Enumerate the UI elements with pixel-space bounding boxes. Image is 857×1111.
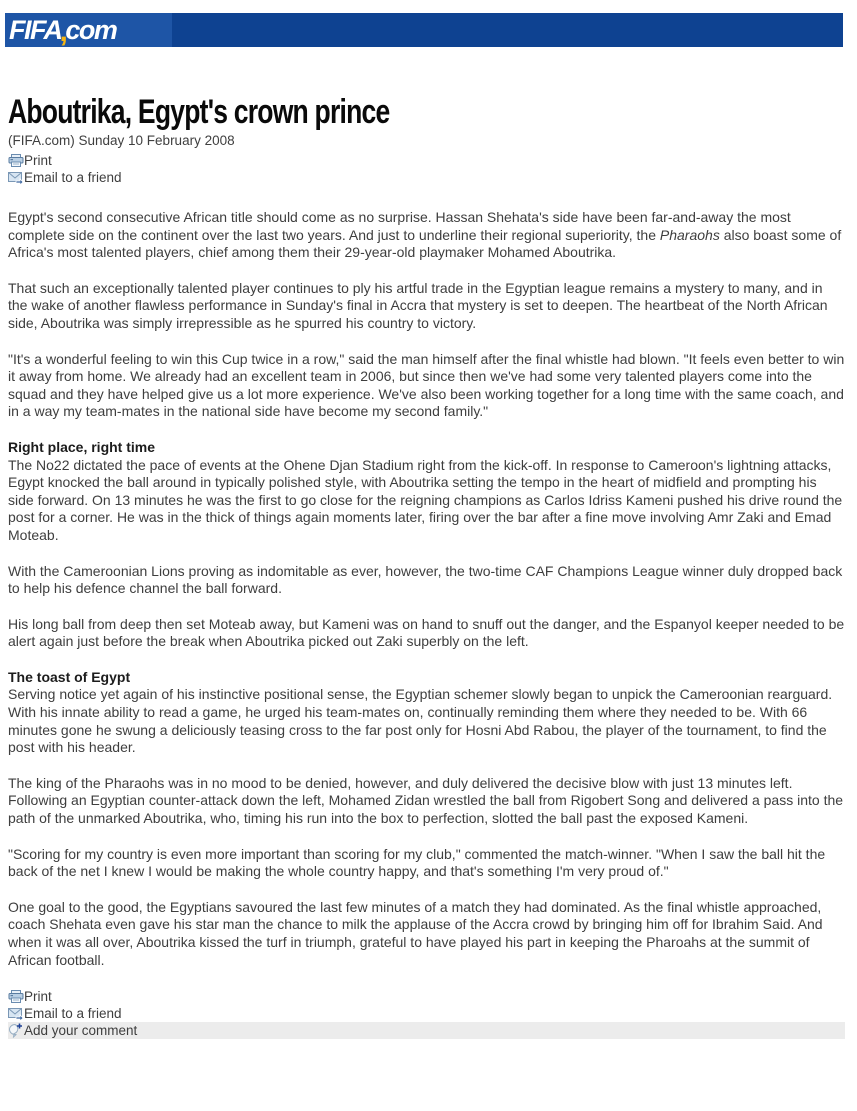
article-paragraph: With the Cameroonian Lions proving as indomitable as ever, however, the two-time CAF Champions League winner duly dropped back to help his defence channel the ball forward.	[8, 562, 843, 597]
article-paragraph: Egypt's second consecutive African title should come as no surprise. Hassan Shehata's side have been far-and-away the most complete side on the continent over the last two years. And just to underline their regional superiority, the Pharaohs also boast some of Africa's most talented players, chief among them their 29-year-old playmaker Mohamed Aboutrika.	[8, 209, 842, 261]
action-label: Print	[24, 989, 52, 1005]
article-actions-bottom	[8, 988, 845, 1039]
email-link[interactable]	[8, 169, 845, 186]
article-paragraph: "It's a wonderful feeling to win this Cup twice in a row," said the man himself after the final whistle had blown. "It feels even better to win it away from home. We already had an excellent team in 2006, but since then we've had some very talented players come into the squad and they have helped give us a lot more experience. We've also been working together for a long time with the same coach, and in a way my team-mates in the national side have become my second family."	[8, 350, 845, 420]
print-link[interactable]	[8, 152, 845, 169]
add-comment-icon	[8, 1023, 24, 1038]
add-comment-link[interactable]	[8, 1022, 845, 1039]
section-heading: Right place, right time	[8, 438, 156, 455]
article-paragraph: One goal to the good, the Egyptians savoured the last few minutes of a match they had dominated. As the final whistle approached, coach Shehata even gave his star man the chance to milk the applause of the Accra crowd by bringing him off for Ibrahim Said. And when it was all over, Aboutrika kissed the turf in triumph, grateful to have played his part in keeping the Pharoahs at the summit of African football.	[8, 898, 823, 968]
fifa-logo-text: FIFA,com	[9, 15, 117, 48]
article-actions-top	[8, 152, 845, 186]
email-link[interactable]	[8, 1005, 845, 1022]
email-icon	[8, 170, 24, 185]
article-title: Aboutrika, Egypt's crown prince	[8, 93, 390, 131]
article-dateline: (FIFA.com) Sunday 10 February 2008	[8, 133, 235, 148]
article-paragraph: Serving notice yet again of his instinctive positional sense, the Egyptian schemer slowly began to unpick the Cameroonian rearguard. With his innate ability to read a game, he urged his team-mates on, continually reminding them where they needed to be. With 66 minutes gone he swung a deliciously teasing cross to the far post only for Hosni Abd Rabou, the player of the tournament, to find the post with his header.	[8, 686, 833, 756]
print-link[interactable]	[8, 988, 845, 1005]
article-paragraph: The king of the Pharaohs was in no mood to be denied, however, and duly delivered the decisive blow with just 13 minutes left. Following an Egyptian counter-attack down the left, Mohamed Zidan wrestled the ball from Rigobert Song and delivered a pass into the path of the unmarked Aboutrika, who, timing his run into the box to perfection, slotted the ball past the exposed Kameni.	[8, 774, 844, 827]
article-paragraph: The No22 dictated the pace of events at the Ohene Djan Stadium right from the kick-off. In response to Cameroon's lightning attacks, Egypt knocked the ball around in typically polished style, with Aboutrika setting the tempo in the heart of midfield and prompting his side forward. On 13 minutes he was the first to go close for the reigning champions as Carlos Idriss Kameni pushed his drive round the post for a corner. He was in the thick of things again moments later, firing over the bar after a fine move involving Amr Zaki and Emad Moteab.	[8, 456, 843, 543]
printer-icon	[8, 153, 24, 168]
fifa-logo[interactable]	[5, 13, 172, 47]
site-header	[5, 13, 843, 47]
action-label: Email to a friend	[24, 1006, 122, 1022]
logo-comma: ,	[59, 15, 67, 48]
article-content	[8, 93, 845, 1039]
article-paragraph: "Scoring for my country is even more important than scoring for my club," commented the match-winner. "When I saw the ball hit the back of the net I knew I would be making the whole country happy, and that's something I'm very proud of."	[8, 845, 826, 880]
action-label: Print	[24, 153, 52, 168]
article-paragraph: That such an exceptionally talented player continues to ply his artful trade in the Egyptian league remains a mystery to many, and in the wake of another flawless performance in Sunday's final in Accra that mystery is set to deepen. The heartbeat of the North African side, Aboutrika was simply irrepressible as he spurred his country to victory.	[8, 279, 828, 331]
section-heading: The toast of Egypt	[8, 668, 131, 685]
article-body	[8, 209, 845, 969]
action-label: Add your comment	[24, 1023, 138, 1039]
email-icon	[8, 1006, 24, 1021]
article-paragraph: His long ball from deep then set Moteab away, but Kameni was on hand to snuff out the danger, and the Espanyol keeper needed to be alert again just before the break when Aboutrika picked out Zaki superbly on the left.	[8, 615, 845, 650]
action-label: Email to a friend	[24, 170, 122, 185]
printer-icon	[8, 989, 24, 1004]
